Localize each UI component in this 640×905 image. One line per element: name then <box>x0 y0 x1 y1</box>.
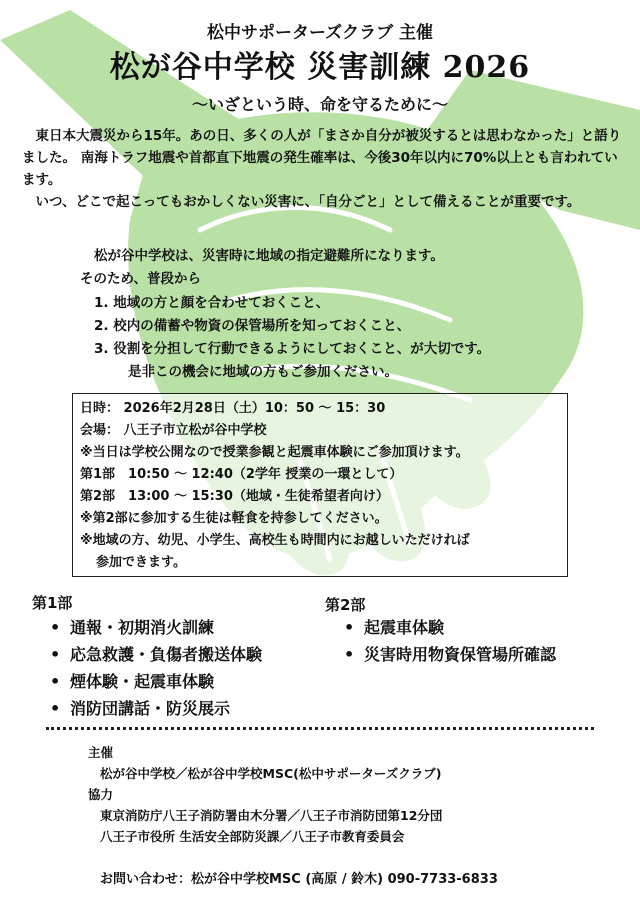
page-title: 松が谷中学校 災害訓練 2026 <box>109 50 531 85</box>
program-label: 応急救護・負傷者搬送体験 <box>70 645 263 664</box>
bullet-icon: • <box>50 672 61 691</box>
list-item <box>46 614 262 641</box>
part1-program-list <box>46 614 262 722</box>
part2-schedule: 第2部 13:00 〜 15:30（地域・生徒希望者向け） <box>80 489 389 504</box>
bullet-icon: • <box>50 699 61 718</box>
program-label: 通報・初期消火訓練 <box>70 618 215 637</box>
bullet-icon: • <box>50 645 61 664</box>
program-label: 災害時用物資保管場所確認 <box>364 645 557 664</box>
dotted-divider <box>46 727 594 730</box>
invite-text: 是非この機会に地域の方もご参加ください。 <box>128 364 398 380</box>
event-date: 日時： 2026年2月28日（土）10：50 〜 15：30 <box>80 401 386 416</box>
cooperation-line: 八王子市役所 生活安全部防災課／八王子市教育委員会 <box>100 829 405 844</box>
part1-schedule: 第1部 10:50 〜 12:40（2学年 授業の一環として） <box>80 467 403 482</box>
list-item <box>340 641 556 668</box>
list-item <box>46 668 262 695</box>
page-subtitle: 〜いざという時、命を守るために〜 <box>191 95 448 114</box>
point-item: 3. 役割を分担して行動できるようにしておくこと、が大切です。 <box>94 341 491 357</box>
part2-heading: 第2部 <box>325 596 366 614</box>
cooperation-line: 東京消防庁八王子消防署由木分署／八王子市消防団第12分団 <box>100 808 443 823</box>
intro-paragraph: 東日本大震災から15年。あの日、多くの人が「まさか自分が被災するとは思わなかった」と語りました。 南海トラフ地震や首都直下地震の発生確率は、今後30年以内に70%以上とも言われています。 <box>22 128 622 188</box>
cooperation-label: 協力 <box>88 787 114 802</box>
list-item <box>340 614 556 641</box>
bullet-icon: • <box>344 645 355 664</box>
part2-program-list <box>340 614 556 668</box>
public-note-cont: 参加できます。 <box>96 555 186 570</box>
therefore-text: そのため、普段から <box>80 271 201 287</box>
open-school-note: ※当日は学校公開なので授業参観と起震車体験にご参加頂けます。 <box>80 445 469 460</box>
lunch-note: ※第2部に参加する生徒は軽食を持参してください。 <box>80 511 388 526</box>
host-names: 松が谷中学校／松が谷中学校MSC(松中サポーターズクラブ) <box>100 766 442 781</box>
point-item: 2. 校内の備蓄や物資の保管場所を知っておくこと、 <box>94 318 411 334</box>
bullet-icon: • <box>50 618 61 637</box>
program-label: 煙体験・起震車体験 <box>70 672 215 691</box>
point-item: 1. 地域の方と顔を合わせておくこと、 <box>94 295 330 311</box>
list-item <box>46 695 262 722</box>
event-venue: 会場： 八王子市立松が谷中学校 <box>80 423 267 438</box>
host-label: 主催 <box>88 745 114 760</box>
organizer-line: 松中サポーターズクラブ 主催 <box>206 23 434 43</box>
intro-paragraph: いつ、どこで起こってもおかしくない災害に、「自分ごと」として備えることが重要です。 <box>35 194 581 210</box>
public-note: ※地域の方、幼児、小学生、高校生も時間内にお越しいただければ <box>80 533 470 548</box>
contact-info: お問い合わせ：松が谷中学校MSC (高原 / 鈴木) 090-7733-6833 <box>100 872 498 887</box>
program-label: 起震車体験 <box>364 618 445 637</box>
program-label: 消防団講話・防災展示 <box>70 699 231 718</box>
intro-text <box>22 125 622 213</box>
bullet-icon: • <box>344 618 355 637</box>
shelter-text: 松が谷中学校は、災害時に地域の指定避難所になります。 <box>94 248 444 264</box>
list-item <box>46 641 262 668</box>
part1-heading: 第1部 <box>32 594 73 612</box>
